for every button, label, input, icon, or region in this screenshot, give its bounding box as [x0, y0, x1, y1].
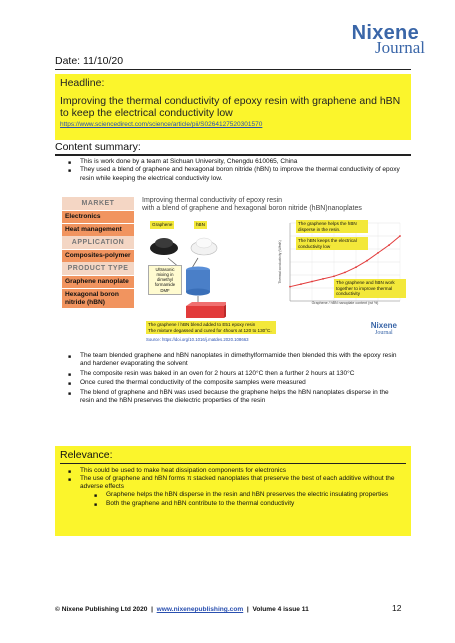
relevance-list — [68, 467, 400, 508]
headline-text: Improving the thermal conductivity of epoxy resin with graphene and hBN to keep the electrical conductivity low — [60, 95, 401, 120]
intro-list — [68, 158, 406, 183]
footer-copyright: © Nixene Publishing Ltd 2020 — [55, 606, 148, 613]
chart-xlabel: Graphene / hBN nanoplate content (wt %) — [311, 301, 379, 305]
brand-logo — [285, 22, 425, 58]
results-item: ■ Once cured the thermal conductivity of the composite samples were measured — [68, 379, 404, 387]
chart-point — [322, 278, 324, 280]
side-item: Composites-polymer — [62, 249, 134, 262]
page-number: 12 — [392, 603, 402, 613]
date-line: Date: 11/10/20 — [55, 55, 411, 70]
headline-label: Headline: — [60, 77, 105, 89]
footer-separator: | — [246, 606, 249, 613]
relevance-item: ■ This could be used to make heat dissipation components for electronics — [68, 467, 400, 475]
results-item: ■ The blend of graphene and hBN was used because the graphene helps the hBN nanoplates disperse in the resin and the hBN preserves the dielectric properties of the resin — [68, 389, 404, 406]
summary-figure — [62, 197, 407, 347]
headline-box — [55, 74, 411, 140]
chart-point — [289, 286, 291, 288]
side-head-application: APPLICATION — [62, 236, 134, 249]
chart-point — [311, 281, 313, 283]
relevance-item — [68, 475, 400, 508]
chart-point — [366, 260, 368, 262]
relevance-box — [55, 446, 411, 536]
side-item: Hexagonal boron nitride (hBN) — [62, 288, 134, 309]
content-summary-title: Content summary: — [55, 141, 141, 153]
relevance-rule — [60, 463, 406, 464]
chart-ylabel: Thermal conductivity (W/mK) — [278, 240, 282, 284]
callout-work-together: The graphene and hBN work together to improve thermal conductivity — [334, 279, 406, 298]
callout-graphene-disperse: The graphene helps the hBN disperse in the resin. — [296, 220, 368, 233]
figure-title-line2: with a blend of graphene and hexagonal boron nitride (hBN)nanoplates — [142, 205, 362, 213]
figure-title — [142, 197, 362, 214]
intro-item: ■ This is work done by a team at Sichuan University, Chengdu 610065, China — [68, 158, 406, 166]
bottom-caption-line1: The graphene / hBN blend added to E51 epoxy resin — [148, 322, 256, 327]
relevance-item-text: The use of graphene and hBN forms π stacked nanoplates that preserve the best of each additive without the adverse effects — [80, 475, 395, 491]
footer-volume: Volume 4 issue 11 — [252, 606, 309, 613]
results-item: ■ The team blended graphene and hBN nanoplates in dimethylformamide then blended this with the epoxy resin and hardener evaporating the solvent — [68, 352, 404, 369]
callout-hbn-conductivity: The hBN keeps the electrical conductivity low — [296, 237, 368, 250]
relevance-sub-item: ■ Graphene helps the hBN disperse in the resin and hBN preserves the electric insulating properties — [94, 491, 400, 499]
footer-website-link[interactable]: www.nixenepublishing.com — [156, 606, 244, 613]
side-item: Heat management — [62, 223, 134, 236]
intro-item: ■ They used a blend of graphene and hexagonal boron nitride (hBN) to improve the thermal conductivity of epoxy resin while keeping the electrical conductivity low. — [68, 166, 406, 183]
figure-source — [146, 337, 249, 342]
chart-point — [388, 244, 390, 246]
process-text: Ultrasonic mixing in dimethyl formamide DMF — [148, 265, 182, 295]
footer-separator: | — [151, 606, 153, 613]
figure-logo-line1: Nixene — [370, 321, 397, 330]
results-list — [68, 352, 404, 407]
side-item: Electronics — [62, 210, 134, 223]
chart-point — [333, 275, 335, 277]
figure-title-line1: Improving thermal conductivity of epoxy resin — [142, 197, 283, 204]
bottom-caption — [146, 321, 276, 334]
chart-point — [344, 272, 346, 274]
footer — [55, 606, 411, 613]
brand-name-bottom: Journal — [374, 38, 425, 57]
results-item: ■ The composite resin was baked in an oven for 2 hours at 120°C then a further 2 hours at 130°C — [68, 370, 404, 378]
chart-point — [300, 283, 302, 285]
relevance-sub-item: ■ Both the graphene and hBN contribute to the thermal conductivity — [94, 500, 400, 508]
epoxy-block-icon — [186, 306, 224, 318]
figure-logo — [371, 321, 397, 336]
hbn-label: hBN — [196, 222, 205, 227]
figure-side-panel — [62, 197, 134, 308]
content-summary-rule — [55, 154, 411, 156]
bottom-caption-line2: The mixture degassed and cured for 4hours at 120 to 130°C. — [148, 327, 272, 333]
side-head-market: MARKET — [62, 197, 134, 210]
source-link[interactable]: https://doi.org/10.1016/j.matdes.2020.108663 — [162, 337, 249, 342]
chart-point — [377, 252, 379, 254]
source-label: Source: — [146, 337, 161, 342]
headline-link[interactable]: https://www.sciencedirect.com/science/article/pii/S0264127520301570 — [60, 121, 263, 129]
graphene-label: Graphene — [152, 222, 173, 227]
chart-point — [355, 266, 357, 268]
brand-name-top: Nixene — [351, 22, 419, 44]
relevance-sub-list — [94, 491, 400, 507]
relevance-title: Relevance: — [60, 449, 113, 461]
chart-point — [399, 235, 401, 237]
figure-logo-line2: Journal — [375, 330, 393, 336]
side-head-product-type: PRODUCT TYPE — [62, 262, 134, 275]
side-item: Graphene nanoplate — [62, 275, 134, 288]
